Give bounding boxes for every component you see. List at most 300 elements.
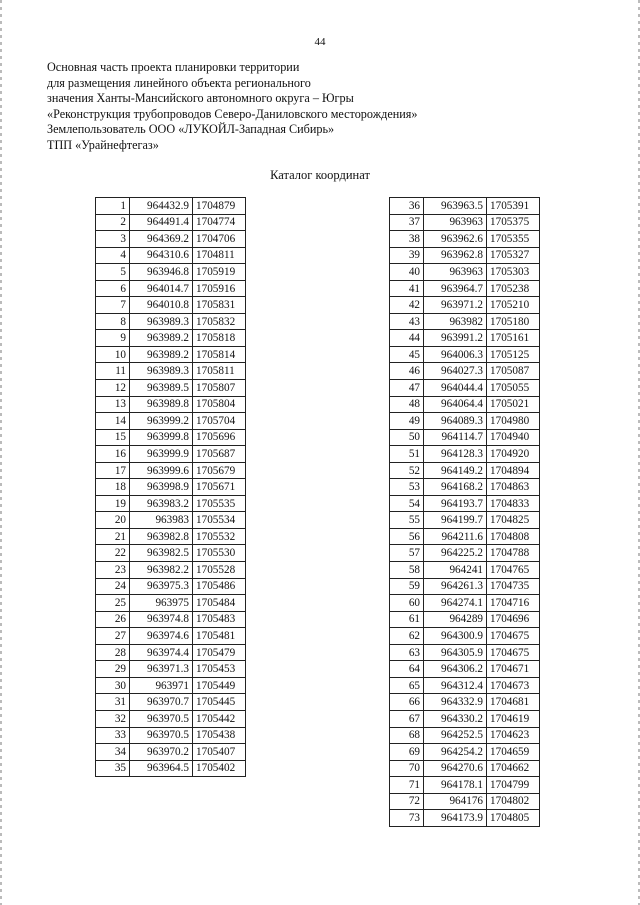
coordinate-x: 963982.5 [130, 545, 193, 562]
table-row [96, 479, 246, 496]
header-line: Основная часть проекта планировки территории [47, 60, 300, 74]
table-row [390, 694, 540, 711]
coordinate-x: 963982 [424, 313, 487, 330]
table-row [96, 330, 246, 347]
coordinate-y: 1705535 [193, 495, 246, 512]
point-number: 28 [96, 644, 130, 661]
coordinate-x: 963964.5 [130, 760, 193, 777]
table-row [96, 264, 246, 281]
coordinate-y: 1704799 [487, 777, 540, 794]
coordinate-y: 1704671 [487, 661, 540, 678]
coordinate-y: 1705696 [193, 429, 246, 446]
coordinate-x: 963962.6 [424, 231, 487, 248]
table-row [96, 495, 246, 512]
coordinate-y: 1705481 [193, 628, 246, 645]
point-number: 53 [390, 479, 424, 496]
point-number: 62 [390, 628, 424, 645]
point-number: 65 [390, 677, 424, 694]
point-number: 37 [390, 214, 424, 231]
table-row [96, 247, 246, 264]
coordinate-x: 963970.5 [130, 727, 193, 744]
document-header [47, 60, 417, 153]
table-row [390, 330, 540, 347]
coordinate-x: 964193.7 [424, 495, 487, 512]
table-row [390, 495, 540, 512]
table-row [96, 644, 246, 661]
point-number: 45 [390, 346, 424, 363]
point-number: 14 [96, 413, 130, 430]
coordinate-x: 963999.9 [130, 446, 193, 463]
coordinate-y: 1705303 [487, 264, 540, 281]
coordinate-x: 963970.5 [130, 710, 193, 727]
point-number: 44 [390, 330, 424, 347]
coordinate-x: 963998.9 [130, 479, 193, 496]
point-number: 46 [390, 363, 424, 380]
point-number: 15 [96, 429, 130, 446]
coordinate-y: 1704673 [487, 677, 540, 694]
point-number: 64 [390, 661, 424, 678]
point-number: 67 [390, 710, 424, 727]
table-row [390, 661, 540, 678]
point-number: 20 [96, 512, 130, 529]
coordinate-y: 1705532 [193, 528, 246, 545]
point-number: 59 [390, 578, 424, 595]
coordinate-x: 963989.2 [130, 330, 193, 347]
table-row [96, 214, 246, 231]
point-number: 49 [390, 413, 424, 430]
coordinate-y: 1705438 [193, 727, 246, 744]
table-row [390, 297, 540, 314]
coordinate-x: 964254.2 [424, 744, 487, 761]
coordinate-x: 964027.3 [424, 363, 487, 380]
table-row [390, 247, 540, 264]
table-row [390, 512, 540, 529]
coordinate-y: 1704825 [487, 512, 540, 529]
point-number: 9 [96, 330, 130, 347]
point-number: 24 [96, 578, 130, 595]
coordinate-x: 963974.6 [130, 628, 193, 645]
coordinate-x: 963971.2 [424, 297, 487, 314]
point-number: 68 [390, 727, 424, 744]
point-number: 19 [96, 495, 130, 512]
point-number: 1 [96, 198, 130, 215]
coordinate-x: 963964.7 [424, 280, 487, 297]
table-row [96, 760, 246, 777]
table-row [96, 297, 246, 314]
table-row [390, 429, 540, 446]
point-number: 73 [390, 810, 424, 827]
table-row [96, 661, 246, 678]
coordinate-y: 1704675 [487, 628, 540, 645]
point-number: 43 [390, 313, 424, 330]
coordinate-y: 1705814 [193, 346, 246, 363]
coordinate-y: 1704619 [487, 710, 540, 727]
table-row [96, 677, 246, 694]
point-number: 50 [390, 429, 424, 446]
coordinate-x: 964300.9 [424, 628, 487, 645]
point-number: 34 [96, 744, 130, 761]
coordinate-y: 1705534 [193, 512, 246, 529]
coordinate-y: 1704980 [487, 413, 540, 430]
point-number: 25 [96, 595, 130, 612]
coordinate-x: 964199.7 [424, 512, 487, 529]
point-number: 17 [96, 462, 130, 479]
table-row [390, 595, 540, 612]
coordinate-x: 964312.4 [424, 677, 487, 694]
coordinate-y: 1705831 [193, 297, 246, 314]
table-row [96, 578, 246, 595]
header-line: значения Ханты-Мансийского автономного округа – Югры [47, 91, 354, 105]
table-row [96, 611, 246, 628]
coordinate-y: 1705811 [193, 363, 246, 380]
point-number: 21 [96, 528, 130, 545]
coordinate-x: 964176 [424, 793, 487, 810]
coordinate-y: 1704623 [487, 727, 540, 744]
table-row [390, 744, 540, 761]
table-row [96, 628, 246, 645]
coordinate-x: 964149.2 [424, 462, 487, 479]
coordinate-x: 964225.2 [424, 545, 487, 562]
table-row [96, 528, 246, 545]
table-row [390, 562, 540, 579]
point-number: 26 [96, 611, 130, 628]
table-row [96, 380, 246, 397]
coordinate-x: 964006.3 [424, 346, 487, 363]
table-row [96, 429, 246, 446]
coordinate-y: 1705530 [193, 545, 246, 562]
table-row [96, 231, 246, 248]
coordinate-y: 1704765 [487, 562, 540, 579]
point-number: 4 [96, 247, 130, 264]
coordinates-table-right [389, 197, 540, 827]
coordinate-y: 1704774 [193, 214, 246, 231]
table-row [390, 727, 540, 744]
coordinate-x: 963989.5 [130, 380, 193, 397]
point-number: 38 [390, 231, 424, 248]
point-number: 58 [390, 562, 424, 579]
point-number: 61 [390, 611, 424, 628]
coordinate-y: 1704696 [487, 611, 540, 628]
coordinate-x: 964241 [424, 562, 487, 579]
coordinate-y: 1705704 [193, 413, 246, 430]
coordinate-y: 1705449 [193, 677, 246, 694]
coordinate-y: 1705479 [193, 644, 246, 661]
point-number: 18 [96, 479, 130, 496]
header-line: ТПП «Урайнефтегаз» [47, 137, 159, 152]
coordinate-x: 963982.8 [130, 528, 193, 545]
table-row [390, 413, 540, 430]
table-row [96, 595, 246, 612]
coordinate-x: 964261.3 [424, 578, 487, 595]
coordinate-y: 1704735 [487, 578, 540, 595]
table-row [390, 810, 540, 827]
table-row [390, 611, 540, 628]
table-row [96, 710, 246, 727]
point-number: 22 [96, 545, 130, 562]
point-number: 36 [390, 198, 424, 215]
coordinate-y: 1705442 [193, 710, 246, 727]
coordinate-x: 963999.6 [130, 462, 193, 479]
coordinate-y: 1704863 [487, 479, 540, 496]
coordinate-x: 963963.5 [424, 198, 487, 215]
table-row [390, 231, 540, 248]
table-row [390, 528, 540, 545]
header-line: «Реконструкция трубопроводов Северо-Даниловского месторождения» [47, 106, 418, 121]
point-number: 29 [96, 661, 130, 678]
table-row [390, 479, 540, 496]
coordinate-y: 1705375 [487, 214, 540, 231]
coordinate-y: 1705804 [193, 396, 246, 413]
point-number: 63 [390, 644, 424, 661]
coordinate-x: 963983 [130, 512, 193, 529]
point-number: 54 [390, 495, 424, 512]
coordinate-y: 1705391 [487, 198, 540, 215]
table-row [390, 214, 540, 231]
point-number: 3 [96, 231, 130, 248]
coordinate-y: 1705528 [193, 562, 246, 579]
point-number: 12 [96, 380, 130, 397]
coordinate-x: 964369.2 [130, 231, 193, 248]
point-number: 5 [96, 264, 130, 281]
coordinate-y: 1705161 [487, 330, 540, 347]
coordinate-y: 1704940 [487, 429, 540, 446]
table-row [96, 313, 246, 330]
table-row [390, 396, 540, 413]
point-number: 41 [390, 280, 424, 297]
coordinate-y: 1704681 [487, 694, 540, 711]
coordinate-y: 1705238 [487, 280, 540, 297]
coordinate-x: 963982.2 [130, 562, 193, 579]
coordinate-y: 1705125 [487, 346, 540, 363]
coordinate-y: 1705916 [193, 280, 246, 297]
table-row [390, 578, 540, 595]
table-row [96, 396, 246, 413]
coordinate-x: 964305.9 [424, 644, 487, 661]
coordinate-x: 963999.2 [130, 413, 193, 430]
coordinate-x: 963970.2 [130, 744, 193, 761]
coordinate-y: 1705055 [487, 380, 540, 397]
coordinate-x: 964491.4 [130, 214, 193, 231]
coordinates-table-left [95, 197, 246, 777]
point-number: 13 [96, 396, 130, 413]
coordinate-x: 963989.3 [130, 313, 193, 330]
table-row [96, 727, 246, 744]
table-row [96, 346, 246, 363]
point-number: 32 [96, 710, 130, 727]
left-scan-edge [0, 0, 2, 905]
table-row [96, 198, 246, 215]
point-number: 16 [96, 446, 130, 463]
coordinate-y: 1704894 [487, 462, 540, 479]
coordinate-y: 1704659 [487, 744, 540, 761]
coordinate-x: 964432.9 [130, 198, 193, 215]
table-row [390, 280, 540, 297]
coordinate-x: 963975.3 [130, 578, 193, 595]
table-row [96, 562, 246, 579]
point-number: 30 [96, 677, 130, 694]
coordinate-x: 964289 [424, 611, 487, 628]
table-row [390, 198, 540, 215]
table-row [390, 644, 540, 661]
table-row [96, 744, 246, 761]
coordinate-x: 963970.7 [130, 694, 193, 711]
table-row [96, 280, 246, 297]
coordinate-y: 1704920 [487, 446, 540, 463]
coordinate-x: 963989.2 [130, 346, 193, 363]
coordinate-y: 1704662 [487, 760, 540, 777]
table-row [96, 462, 246, 479]
coordinate-x: 963999.8 [130, 429, 193, 446]
table-row [390, 363, 540, 380]
coordinate-x: 964270.6 [424, 760, 487, 777]
point-number: 27 [96, 628, 130, 645]
coordinate-y: 1704706 [193, 231, 246, 248]
point-number: 42 [390, 297, 424, 314]
coordinate-x: 963983.2 [130, 495, 193, 512]
point-number: 72 [390, 793, 424, 810]
coordinate-y: 1704802 [487, 793, 540, 810]
coordinate-x: 963963 [424, 214, 487, 231]
coordinate-x: 964089.3 [424, 413, 487, 430]
table-row [390, 264, 540, 281]
coordinate-y: 1705407 [193, 744, 246, 761]
coordinate-y: 1705807 [193, 380, 246, 397]
table-row [96, 512, 246, 529]
coordinate-x: 964168.2 [424, 479, 487, 496]
table-row [390, 346, 540, 363]
coordinate-x: 963971.3 [130, 661, 193, 678]
page-number: 44 [314, 36, 326, 48]
table-row [96, 363, 246, 380]
point-number: 66 [390, 694, 424, 711]
table-row [96, 446, 246, 463]
catalog-title: Каталог координат [270, 168, 370, 182]
coordinate-x: 964010.8 [130, 297, 193, 314]
point-number: 35 [96, 760, 130, 777]
point-number: 10 [96, 346, 130, 363]
coordinate-y: 1705453 [193, 661, 246, 678]
coordinate-y: 1705327 [487, 247, 540, 264]
point-number: 2 [96, 214, 130, 231]
point-number: 47 [390, 380, 424, 397]
coordinate-y: 1705818 [193, 330, 246, 347]
coordinate-x: 963963 [424, 264, 487, 281]
table-row [390, 545, 540, 562]
coordinate-x: 964128.3 [424, 446, 487, 463]
table-row [96, 694, 246, 711]
table-row [390, 380, 540, 397]
point-number: 52 [390, 462, 424, 479]
coordinate-x: 964044.4 [424, 380, 487, 397]
coordinate-y: 1705445 [193, 694, 246, 711]
coordinate-y: 1705355 [487, 231, 540, 248]
point-number: 11 [96, 363, 130, 380]
table-row [390, 760, 540, 777]
coordinate-x: 963946.8 [130, 264, 193, 281]
coordinate-x: 964274.1 [424, 595, 487, 612]
coordinate-y: 1705180 [487, 313, 540, 330]
coordinate-x: 964310.6 [130, 247, 193, 264]
point-number: 31 [96, 694, 130, 711]
table-row [390, 777, 540, 794]
coordinate-x: 963971 [130, 677, 193, 694]
coordinate-y: 1705402 [193, 760, 246, 777]
table-row [96, 413, 246, 430]
coordinate-y: 1705687 [193, 446, 246, 463]
coordinate-y: 1704805 [487, 810, 540, 827]
coordinate-x: 963974.8 [130, 611, 193, 628]
point-number: 8 [96, 313, 130, 330]
point-number: 40 [390, 264, 424, 281]
coordinate-y: 1705679 [193, 462, 246, 479]
coordinate-y: 1704716 [487, 595, 540, 612]
table-row [390, 313, 540, 330]
coordinate-y: 1705919 [193, 264, 246, 281]
coordinate-x: 964064.4 [424, 396, 487, 413]
table-row [390, 710, 540, 727]
coordinate-x: 964330.2 [424, 710, 487, 727]
point-number: 6 [96, 280, 130, 297]
coordinate-y: 1704675 [487, 644, 540, 661]
coordinate-x: 963989.8 [130, 396, 193, 413]
coordinate-x: 964306.2 [424, 661, 487, 678]
table-row [390, 677, 540, 694]
coordinate-x: 964014.7 [130, 280, 193, 297]
point-number: 70 [390, 760, 424, 777]
coordinate-y: 1704788 [487, 545, 540, 562]
point-number: 48 [390, 396, 424, 413]
coordinate-y: 1704879 [193, 198, 246, 215]
coordinate-x: 964114.7 [424, 429, 487, 446]
coordinate-x: 964173.9 [424, 810, 487, 827]
coordinate-y: 1705486 [193, 578, 246, 595]
coordinate-x: 964211.6 [424, 528, 487, 545]
point-number: 57 [390, 545, 424, 562]
coordinate-x: 964252.5 [424, 727, 487, 744]
point-number: 51 [390, 446, 424, 463]
point-number: 56 [390, 528, 424, 545]
coordinate-y: 1704808 [487, 528, 540, 545]
point-number: 7 [96, 297, 130, 314]
table-row [96, 545, 246, 562]
point-number: 39 [390, 247, 424, 264]
coordinate-x: 964332.9 [424, 694, 487, 711]
point-number: 71 [390, 777, 424, 794]
coordinate-y: 1705671 [193, 479, 246, 496]
coordinate-y: 1705087 [487, 363, 540, 380]
point-number: 33 [96, 727, 130, 744]
header-line: для размещения линейного объекта регионального [47, 75, 311, 90]
point-number: 60 [390, 595, 424, 612]
coordinate-y: 1704811 [193, 247, 246, 264]
coordinate-y: 1705210 [487, 297, 540, 314]
coordinate-x: 963991.2 [424, 330, 487, 347]
coordinate-x: 963974.4 [130, 644, 193, 661]
point-number: 23 [96, 562, 130, 579]
coordinate-y: 1704833 [487, 495, 540, 512]
coordinate-y: 1705483 [193, 611, 246, 628]
header-line: Землепользователь ООО «ЛУКОЙЛ-Западная Сибирь» [47, 122, 335, 136]
table-row [390, 628, 540, 645]
table-row [390, 462, 540, 479]
coordinate-y: 1705832 [193, 313, 246, 330]
coordinate-x: 963962.8 [424, 247, 487, 264]
point-number: 69 [390, 744, 424, 761]
table-row [390, 446, 540, 463]
coordinate-y: 1705484 [193, 595, 246, 612]
coordinate-x: 963975 [130, 595, 193, 612]
point-number: 55 [390, 512, 424, 529]
